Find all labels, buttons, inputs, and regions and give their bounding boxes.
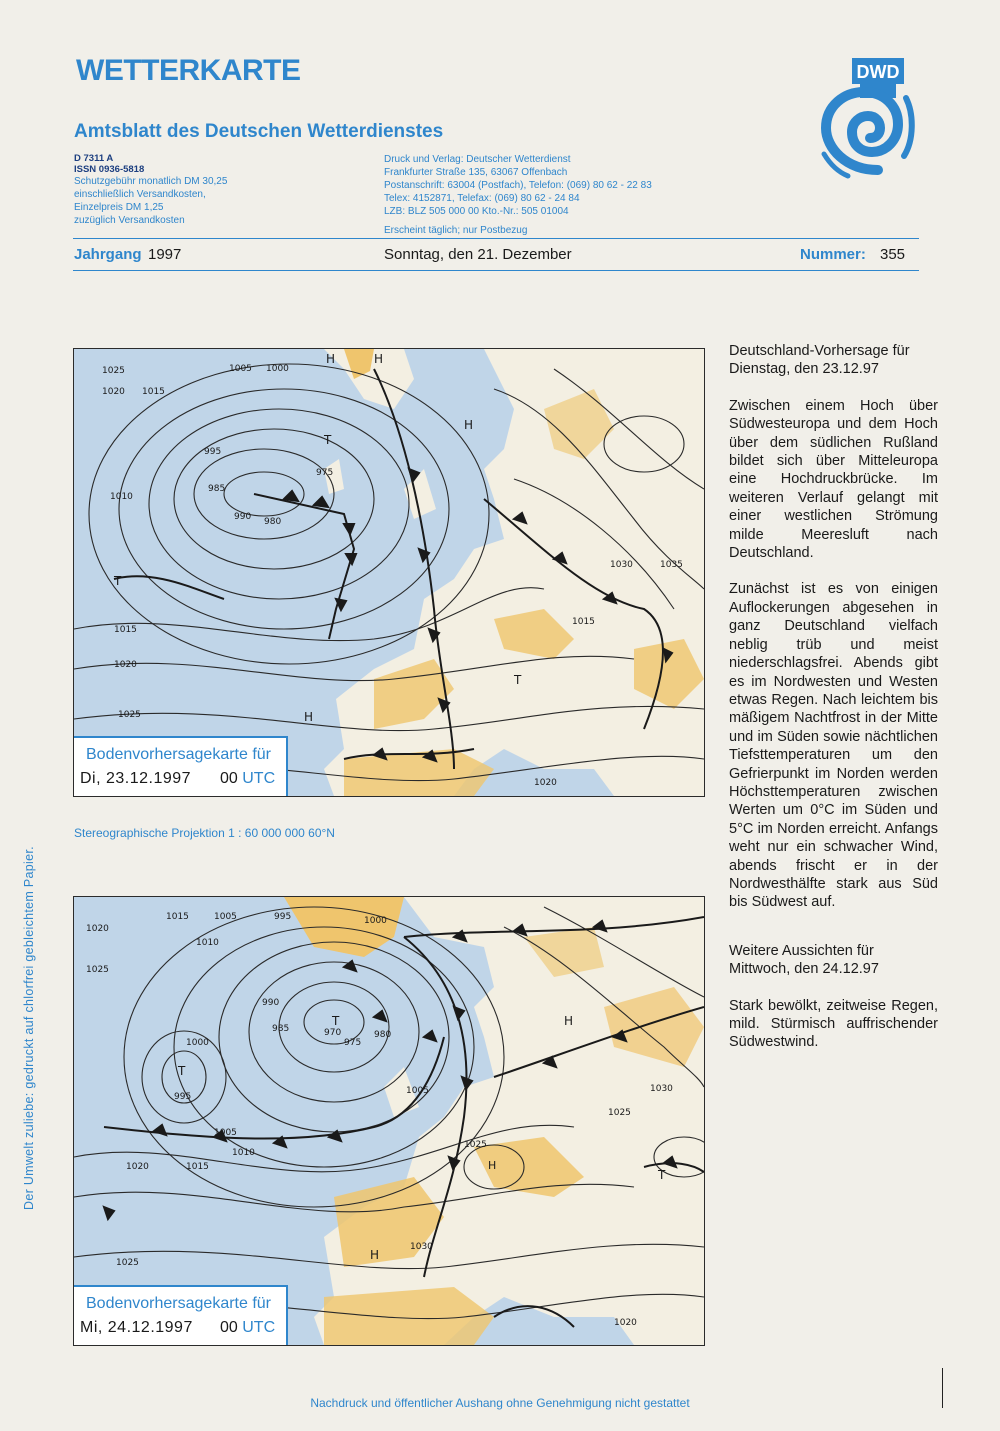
isobar-label: 1015 [114, 625, 137, 635]
isobar-label: 1000 [186, 1038, 209, 1048]
map-caption-date: Di, 23.12.1997 [80, 770, 192, 787]
isobar-label: 1015 [572, 617, 595, 627]
projection-note: Stereographische Projektion 1 : 60 000 000 60°N [74, 826, 335, 840]
isobar-label: 995 [204, 447, 222, 457]
isobar-label: 1025 [118, 710, 141, 720]
isobar-label: 1020 [102, 387, 125, 397]
dwd-logo [818, 58, 918, 188]
crop-mark [942, 1368, 943, 1408]
publisher-line: Frankfurter Straße 135, 63067 Offenbach [384, 167, 568, 178]
map-caption-title: Bodenvorhersagekarte für [86, 1295, 271, 1312]
isobar-label: 1020 [126, 1162, 149, 1172]
isobar-label: 1025 [86, 965, 109, 975]
isobar-label: 985 [272, 1024, 290, 1034]
isobar-label: 1010 [196, 938, 219, 948]
divider [73, 238, 919, 239]
isobar-label: 1020 [614, 1318, 637, 1328]
jahrgang-value: 1997 [148, 246, 182, 263]
isobar-label: 990 [234, 512, 252, 522]
map-caption [74, 736, 288, 796]
isobar-label: 1015 [186, 1162, 209, 1172]
forecast-map-tuesday [73, 348, 705, 797]
isobar-label: 990 [262, 998, 280, 1008]
isobar-label: 975 [344, 1038, 362, 1048]
publisher-line: LZB: BLZ 505 000 00 Kto.-Nr.: 505 01004 [384, 206, 569, 217]
isobar-label: 985 [208, 484, 226, 494]
isobar-label: 1035 [660, 560, 683, 570]
price-line: Schutzgebühr monatlich DM 30,25 [74, 176, 228, 187]
high-pressure-label: H [304, 710, 314, 724]
divider [73, 270, 919, 271]
forecast-map-wednesday [73, 896, 705, 1346]
isobar-label: 980 [374, 1030, 392, 1040]
forecast-heading: Deutschland-Vorhersage für Dienstag, den 23.12.97 [729, 343, 910, 378]
forecast-text-column [729, 342, 938, 1070]
dwd-logo-text: DWD [856, 62, 900, 82]
isobar-label: 1015 [142, 387, 165, 397]
low-pressure-label: T [514, 673, 522, 687]
map-caption-utc: UTC [242, 1319, 276, 1336]
price-line: Einzelpreis DM 1,25 [74, 202, 164, 213]
isobar-label: 1010 [232, 1148, 255, 1158]
isobar-label: 1025 [102, 366, 125, 376]
environment-note: Der Umwelt zuliebe: gedruckt auf chlorfrei gebleichtem Papier. [22, 846, 36, 1210]
high-pressure-label: H [564, 1014, 574, 1028]
low-pressure-label: T [178, 1064, 186, 1078]
isobar-label: 1005 [229, 364, 252, 374]
forecast-paragraph: Zunächst ist es von einigen Auflockerungen abgesehen in ganz Deutschland vielfach neblig trüb und meist niederschlagsfrei. Abends gibt es im Nordwesten und Westen etwas Regen. Nach leichtem bis mäßigem Nachtfrost in der Mitte und im Süden sowie nächtlichen Tiefsttemperaturen um den Gefrierpunkt im Norden werden Höchsttemperaturen zwischen Werten um 0°C im Süden und 5°C im Norden erreicht. Anfangs weht nur ein schwacher Wind, abends frischt er in der Nordwesthälfte stark aus Süd bis Südwest auf. [729, 581, 938, 911]
high-pressure-label: H [326, 352, 336, 366]
issue-date: Sonntag, den 21. Dezember [384, 246, 572, 263]
issn: ISSN 0936-5818 [74, 164, 145, 175]
isobar-label: 1005 [406, 1086, 429, 1096]
isobar-label: 995 [274, 912, 292, 922]
isobar-label: 975 [316, 468, 334, 478]
outlook-paragraph: Stark bewölkt, zeitweise Regen, mild. Stürmisch auffrischender Südwestwind. [729, 997, 938, 1051]
low-pressure-label: T [114, 574, 122, 588]
isobar-label: 1025 [608, 1108, 631, 1118]
low-pressure-label: T [332, 1014, 340, 1028]
jahrgang-label: Jahrgang [74, 246, 142, 263]
isobar-label: 995 [174, 1092, 192, 1102]
map-graphic [74, 349, 704, 796]
isobar-label: 1005 [214, 912, 237, 922]
footer-note: Nachdruck und öffentlicher Aushang ohne Genehmigung nicht gestattet [310, 1396, 690, 1410]
isobar-label: 1025 [116, 1258, 139, 1268]
map-graphic [74, 897, 704, 1345]
map-caption-hour: 00 [220, 1319, 238, 1336]
map-caption-date: Mi, 24.12.1997 [80, 1319, 193, 1336]
publication-details [74, 153, 294, 227]
isobar-label: 1020 [114, 660, 137, 670]
outlook-heading: Weitere Aussichten für Mittwoch, den 24.12.97 [729, 942, 879, 978]
isobar-label: 1025 [464, 1140, 487, 1150]
map-caption [74, 1285, 288, 1345]
high-pressure-label: H [488, 1159, 497, 1172]
isobar-label: 1010 [110, 492, 133, 502]
map-caption-time [220, 1319, 275, 1337]
isobar-label: 1005 [214, 1128, 237, 1138]
issue-row [74, 246, 919, 268]
map-caption-utc: UTC [242, 770, 276, 787]
isobar-label: 1020 [86, 924, 109, 934]
isobar-label: 1030 [410, 1242, 433, 1252]
nummer-label: Nummer: [800, 246, 866, 263]
newspaper-subtitle: Amtsblatt des Deutschen Wetterdienstes [74, 121, 444, 142]
map-caption-time [220, 770, 275, 788]
nummer-value: 355 [880, 246, 906, 263]
high-pressure-label: H [370, 1248, 380, 1262]
high-pressure-label: H [374, 352, 384, 366]
low-pressure-label: T [658, 1168, 666, 1182]
isobar-label: 1030 [610, 560, 633, 570]
publication-code: D 7311 A [74, 153, 114, 164]
high-pressure-label: H [464, 418, 474, 432]
isobar-label: 1020 [534, 778, 557, 788]
map-caption-hour: 00 [220, 770, 238, 787]
low-pressure-label: T [324, 433, 332, 447]
newspaper-title: WETTERKARTE [76, 54, 301, 87]
publisher-details [384, 153, 724, 237]
isobar-label: 1015 [166, 912, 189, 922]
price-line: zuzüglich Versandkosten [74, 215, 185, 226]
isobar-label: 1000 [364, 916, 387, 926]
isobar-label: 1000 [266, 364, 289, 374]
publisher-line: Druck und Verlag: Deutscher Wetterdienst [384, 154, 571, 165]
publisher-line: Erscheint täglich; nur Postbezug [384, 225, 528, 236]
isobar-label: 980 [264, 517, 282, 527]
publisher-line: Telex: 4152871, Telefax: (069) 80 62 - 24 84 [384, 193, 580, 204]
isobar-label: 970 [324, 1028, 342, 1038]
map-caption-title: Bodenvorhersagekarte für [86, 746, 271, 763]
isobar-label: 1030 [650, 1084, 673, 1094]
publisher-line: Postanschrift: 63004 (Postfach), Telefon: (069) 80 62 - 22 83 [384, 180, 652, 191]
forecast-paragraph: Zwischen einem Hoch über Südwesteuropa und dem Hoch über dem südlichen Rußland bildet sich über Mitteleuropa eine Hochdruckbrücke. Im weiteren Verlauf gelangt mit einer westlichen Strömung milde Meeresluft nach Deutschland. [729, 397, 938, 562]
price-line: einschließlich Versandkosten, [74, 189, 206, 200]
